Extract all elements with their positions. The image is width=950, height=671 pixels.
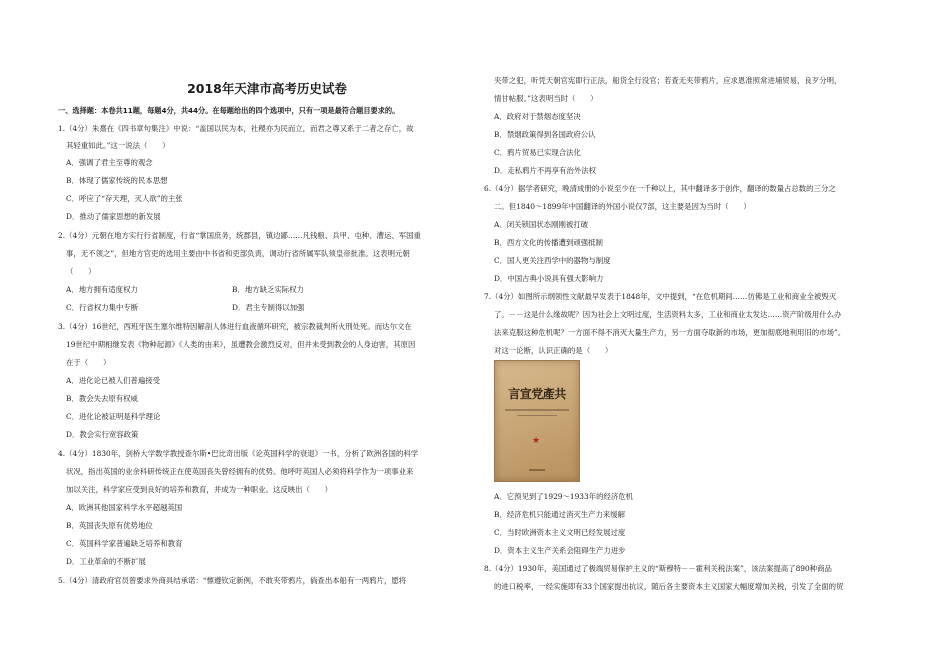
q3-line-3: 在于（ ） [66, 358, 111, 367]
q4-line-3: 加以关注，科学家应受到良好的培养和教育，并成为一种职业。这反映出（ ） [66, 485, 333, 494]
q5-option-a: A．政府对于禁烟态度坚决 [494, 112, 581, 121]
q4-option-c: C．英国科学家普遍缺乏培养和教育 [66, 539, 183, 548]
manifesto-cover-image [494, 360, 580, 482]
cover-footer-mark [529, 469, 545, 471]
q5-option-b: B．禁烟政策得到各国政府公认 [494, 130, 596, 139]
q5-option-d: D．走私鸦片不再享有治外法权 [494, 166, 597, 175]
q4-option-b: B．英国丧失原有优势地位 [66, 521, 153, 530]
q7-option-a: A．它预见到了1929～1933年的经济危机 [494, 492, 634, 501]
q7-option-b: B．经济危机只能通过消灭生产力来缓解 [494, 510, 626, 519]
q3-option-a: A．进化论已被人们普遍接受 [66, 376, 161, 385]
q1-option-c: C．呼应了“存天理，灭人欲”的主张 [66, 194, 183, 203]
exam-title: 2018年天津市高考历史试卷 [187, 81, 347, 96]
q8-line-2: 的进口税率，一经实施即有33个国家提出抗议，随后各主要资本主义国家大幅度增加关税，引发了全面的贸 [494, 582, 844, 591]
q8-line-1: 8.（4分）1930年，美国通过了极端贸易保护主义的“斯穆特－－霍利关税法案”，该法案提高了890种商品 [484, 564, 832, 573]
q7-line-2: 了。－－这是什么缘故呢？因为社会上文明过度，生活资料太多，工业和商业太发达……资产阶级用什么办 [494, 310, 842, 319]
q5-cont-line-2: 情甘帖服。”这表明当时（ ） [494, 94, 598, 103]
q2-line-1: 2.（4分）元朝在地方实行行省制度，行省“掌国庶务，统郡县，镇边鄙……凡钱粮、兵甲、屯种、漕运、军国重 [58, 231, 421, 240]
q2-line-3: （ ） [66, 267, 96, 276]
manifesto-cover-title: 言宣党產共 [508, 387, 566, 401]
q5-line-1: 5.（4分）清政府官员曾要求外商具结承诺：“懔遵钦定新例，不敢夹带鸦片，倘查出本船有一两鸦片，愿将 [58, 576, 407, 585]
q3-line-2: 19世纪中期相继发表《物种起源》《人类的由来》，虽遭教会激烈反对，但并未受到教会的人身迫害，其原因 [66, 340, 416, 349]
cover-rule [505, 409, 569, 411]
section-header: 一、选择题：本卷共11题，每题4分，共44分。在每题给出的四个选项中，只有一项是最符合题目要求的。 [58, 106, 400, 115]
q5-option-c: C．鸦片贸易已实现合法化 [494, 148, 581, 157]
cover-rule-short [517, 415, 557, 416]
q1-line-1: 1.（4分）朱熹在《四书章句集注》中说：“盖国以民为本，社稷亦为民而立，而君之尊又系于二者之存亡，故 [58, 124, 414, 133]
q6-option-c: C．国人更关注西学中的器物与制度 [494, 256, 611, 265]
q2-option-a: A．地方拥有适度权力 [66, 285, 138, 294]
q6-option-b: B．西方文化的传播遭到顽强抵制 [494, 238, 603, 247]
q6-line-1: 6.（4分）据学者研究，晚清成册的小说至少在一千种以上，其中翻译多于创作，翻译的数量占总数的三分之 [484, 184, 836, 193]
q2-option-d: D．君主专制得以加强 [232, 303, 305, 312]
q3-option-b: B．教会失去原有权威 [66, 394, 138, 403]
q7-option-c: C．当时欧洲资本主义文明已经发展过度 [494, 528, 626, 537]
q1-line-2: 其轻重如此。”这一说法（ ） [66, 141, 170, 150]
q6-option-d: D．中国古典小说具有强大影响力 [494, 274, 604, 283]
q1-option-a: A．强调了君主至尊的观念 [66, 158, 153, 167]
red-star-icon: ★ [532, 436, 541, 446]
q7-option-d: D．资本主义生产关系会阻碍生产力进步 [494, 546, 626, 555]
q3-option-c: C．进化论被证明是科学理论 [66, 412, 161, 421]
q4-option-d: D．工业革命的不断扩展 [66, 557, 146, 566]
q7-line-1: 7.（4分）如图所示纲领性文献最早发表于1848年，文中提到，“在危机期间……仿佛是工业和商业全被毁灭 [484, 292, 837, 301]
q7-line-4: 对这一论断，认识正确的是（ ） [494, 346, 613, 355]
q3-option-d: D．教会实行宽容政策 [66, 430, 139, 439]
q4-line-1: 4.（4分）1830年，剑桥大学数学教授查尔斯•巴比奇出版《论英国科学的衰退》一书，分析了欧洲各国的科学 [58, 449, 419, 458]
q3-line-1: 3.（4分）16世纪，西班牙医生塞尔维特因解剖人体进行血液循环研究，被宗教裁判所火刑处死。而达尔文在 [58, 322, 412, 331]
q6-line-2: 二。但1840～1899年中国翻译的外国小说仅7部，这主要是因为当时（ ） [494, 202, 751, 211]
q5-cont-line-1: 夹带之犯，听凭天朝官宪即行正法，船货全行没官；若查无夹带鸦片，应求恩准照常进埔贸易，良歹分明， [494, 76, 842, 85]
q2-line-2: 事，无不领之”，但地方官吏的选用主要由中书省和吏部负责，调动行省所属军队须皇帝批准。这表明元朝 [66, 249, 410, 258]
q2-option-c: C．行省权力集中专断 [66, 303, 139, 312]
q6-option-a: A．闭关锁国状态刚刚被打破 [494, 220, 589, 229]
q1-option-b: B．体现了儒家传统的民本思想 [66, 176, 168, 185]
q4-option-a: A．欧洲其他国家科学水平超越英国 [66, 503, 183, 512]
q2-option-b: B．地方缺乏实际权力 [232, 285, 304, 294]
q7-line-3: 法来克服这种危机呢？一方面不得不消灭大量生产力，另一方面夺取新的市场，更加彻底地利用旧的市场”。 [494, 328, 846, 337]
q1-option-d: D．推动了儒家思想的新发展 [66, 212, 161, 221]
q4-line-2: 状况，指出英国的业余科研传统正在使英国丧失曾经拥有的优势。他呼吁英国人必须将科学作为一项事业来 [66, 467, 414, 476]
